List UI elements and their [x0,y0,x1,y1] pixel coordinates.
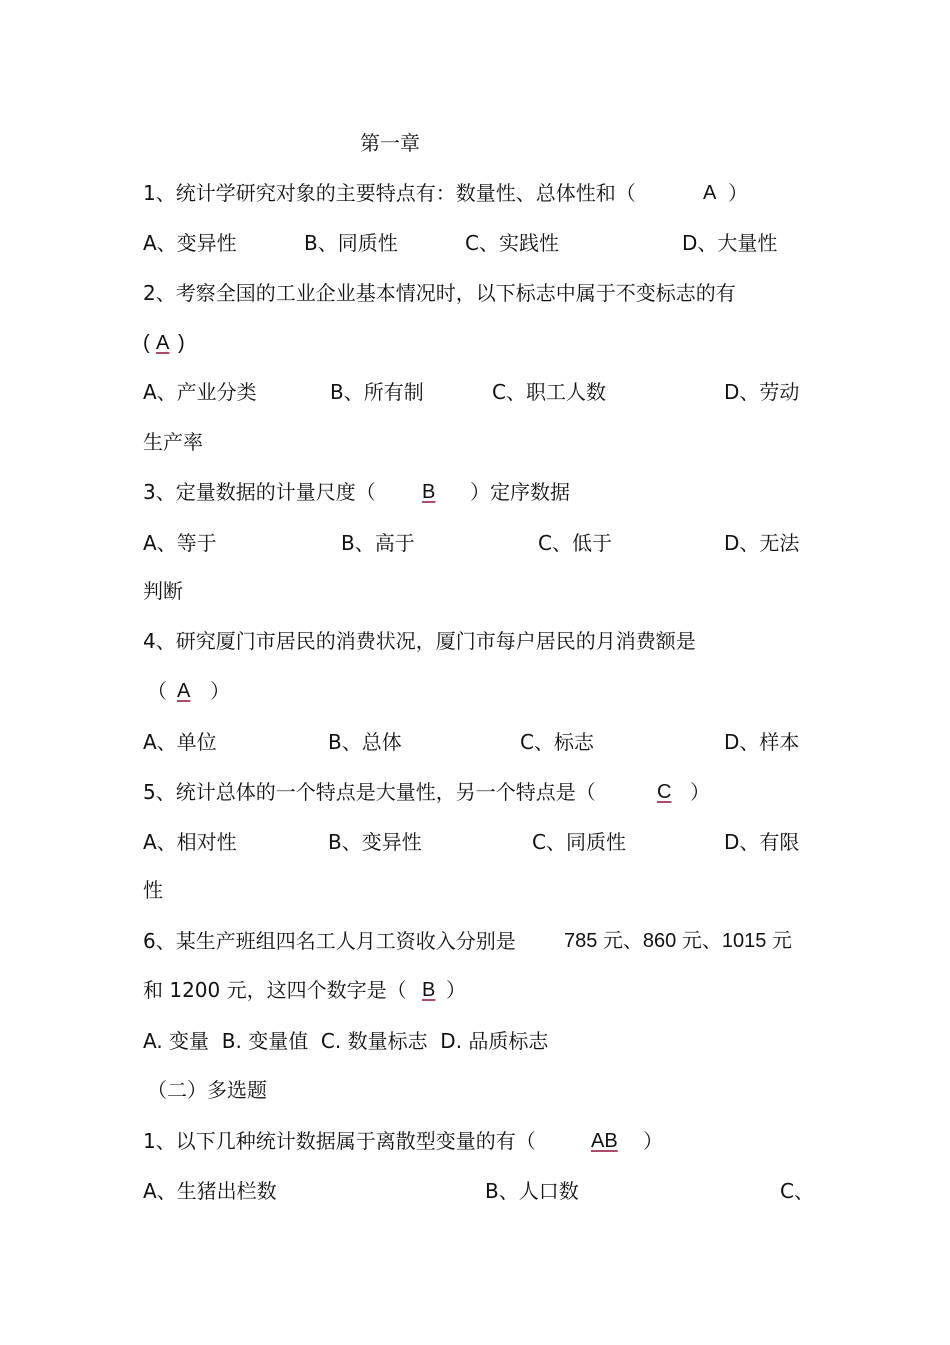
q4-answer: A [177,680,191,702]
q1-text: 1、统计学研究对象的主要特点有：数量性、总体性和（ [143,181,636,205]
q5-close: ） [690,780,710,804]
q2-option-d: D、劳动 [724,380,800,404]
q5-answer: C [657,781,672,803]
q4-option-a: A、单位 [143,730,217,754]
q6-close: ） [446,978,466,1002]
q3-option-b: B、高于 [341,531,415,555]
q3-rest: ）定序数据 [470,480,570,504]
m1-answer: AB [591,1130,618,1152]
q4-option-c: C、标志 [520,730,594,754]
q2-answer: A [156,332,170,354]
q2-option-c: C、职工人数 [492,380,606,404]
q6-text2: 和 1200 元，这四个数字是（ [143,978,407,1002]
q3-option-d: D、无法 [724,531,800,555]
q3-text: 3、定量数据的计量尺度（ [143,480,376,504]
q3-option-d-cont: 判断 [143,579,183,603]
q1-option-a: A、变异性 [143,231,237,255]
m1-option-c: C、 [780,1179,814,1203]
q5-option-d-cont: 性 [143,878,163,902]
q1-answer: A [703,182,717,204]
q2-option-a: A、产业分类 [143,380,257,404]
q2-open: ( [143,332,150,354]
q1-option-b: B、同质性 [304,231,398,255]
q3-option-a: A、等于 [143,531,217,555]
q5-option-b: B、变异性 [328,830,422,854]
q6-text: 6、某生产班组四名工人月工资收入分别是 [143,929,516,953]
q6-options: A. 变量 B. 变量值 C. 数量标志 D. 品质标志 [143,1029,549,1053]
q1-option-c: C、实践性 [465,231,559,255]
q2-text: 2、考察全国的工业企业基本情况时，以下标志中属于不变标志的有 [143,281,736,305]
q1-close: ） [728,181,748,205]
q3-option-c: C、低于 [538,531,612,555]
q5-option-c: C、同质性 [532,830,626,854]
q5-text: 5、统计总体的一个特点是大量性，另一个特点是（ [143,780,596,804]
q1-option-d: D、大量性 [682,231,778,255]
q5-option-d: D、有限 [724,830,800,854]
q4-option-d: D、样本 [724,730,800,754]
q6-answer: B [422,979,436,1001]
section-multiple-choice: （二）多选题 [147,1078,267,1102]
chapter-title: 第一章 [360,131,420,155]
m1-text: 1、以下几种统计数据属于离散型变量的有（ [143,1129,536,1153]
q4-open: （ [147,679,167,703]
m1-option-a: A、生猪出栏数 [143,1179,277,1203]
q6-values: 785 元、860 元、1015 元 [564,930,792,952]
q3-answer: B [422,481,436,503]
q2-close: ) [178,332,185,354]
q2-option-b: B、所有制 [330,380,424,404]
q4-option-b: B、总体 [328,730,402,754]
q4-close: ） [210,679,230,703]
q5-option-a: A、相对性 [143,830,237,854]
m1-close: ） [643,1129,663,1153]
q4-text: 4、研究厦门市居民的消费状况，厦门市每户居民的月消费额是 [143,629,696,653]
m1-option-b: B、人口数 [485,1179,579,1203]
q2-option-d-cont: 生产率 [143,430,203,454]
